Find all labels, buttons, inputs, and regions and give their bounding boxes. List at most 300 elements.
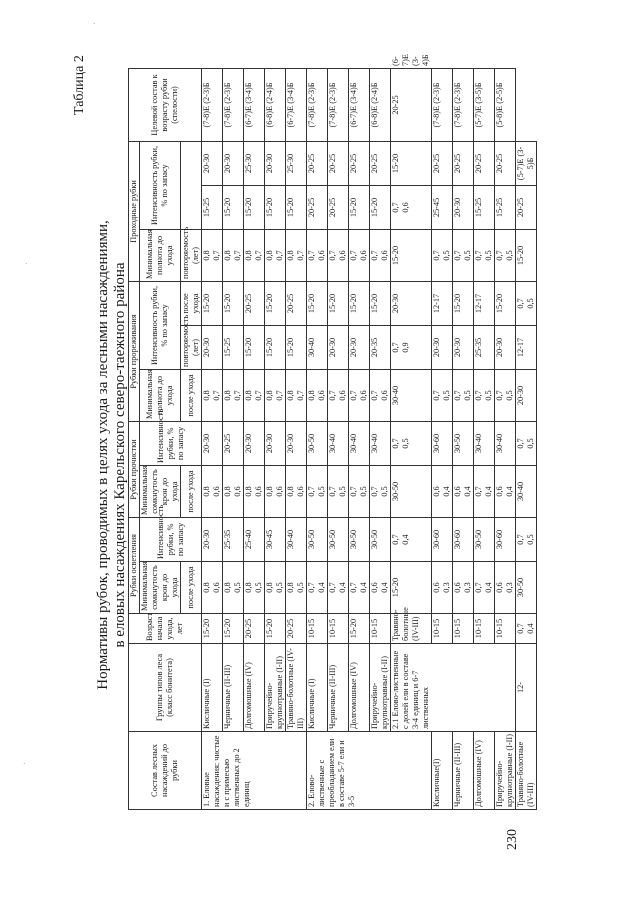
prorezh-density-cell: [453, 369, 474, 421]
osv-density-cell: [495, 562, 516, 614]
prokhod-density-cell: [307, 229, 328, 281]
age-cell: 15-20: [391, 562, 432, 614]
osv-density-cell: [432, 562, 453, 614]
prokhod-density-cell-value-1: 0,8: [202, 250, 211, 261]
prokhod-repeat-cell: 20-25: [474, 141, 495, 185]
proch-density-cell-value-2: 0,6: [275, 486, 284, 497]
osv-density-cell: [328, 562, 349, 614]
prokhod-density-cell-value-1: 0,7: [432, 250, 441, 261]
prorezh-density-cell-value-2: 0,7: [296, 390, 305, 401]
group-cell: Черничные (II-III): [223, 644, 244, 732]
osv-density-cell-value-1: 0,7: [349, 582, 358, 593]
header-age: Возраст начала ухода, лет: [129, 614, 202, 644]
osv-density-cell-value-2: 0,4: [317, 582, 326, 593]
target-cell: (7-8)Е (2-3)Б: [453, 68, 474, 141]
proch-intensity-cell: 20-30: [244, 421, 265, 465]
prorezh-density-cell-value-2: 0,5: [526, 438, 535, 449]
prokhod-intensity-cell: 20-25: [307, 185, 328, 229]
prorezh-density-cell-value-2: 0,6: [338, 390, 347, 401]
prokhod-density-cell: [286, 229, 307, 281]
osv-density-cell: [370, 562, 391, 614]
prokhod-intensity-cell: 15-20: [349, 185, 370, 229]
prokhod-intensity-cell: 20-30: [453, 185, 474, 229]
prorezh-repeat-cell: 15-20: [328, 281, 349, 325]
prokhod-intensity-cell: 15-20: [223, 185, 244, 229]
age-cell: 15-20: [349, 614, 370, 644]
table-row: [286, 68, 307, 809]
prorezh-density-cell-value-2: 0,6: [317, 390, 326, 401]
prokhod-density-cell-value-2: 0,7: [212, 250, 221, 261]
proch-density-cell-value-1: 0,6: [432, 486, 441, 497]
group-cell: Долгомошные (IV): [474, 732, 495, 810]
osv-density-cell-value-1: 0,7: [307, 582, 316, 593]
prokhod-density-cell: [474, 229, 495, 281]
prorezh-intensity-cell: 20-30: [328, 325, 349, 369]
osv-density-cell-value-1: 0,8: [265, 582, 274, 593]
prokhod-density-cell-value-2: 0,5: [484, 250, 493, 261]
prorezh-density-cell-value-1: 0,7: [391, 342, 400, 353]
target-cell: (5-8)Е (2-5)Б: [495, 68, 516, 141]
prokhod-density-cell: [202, 229, 223, 281]
prorezh-density-cell: [349, 369, 370, 421]
proch-density-cell-value-2: 0,5: [526, 534, 535, 545]
osv-intensity-cell: 30-60: [495, 517, 516, 561]
age-cell: 15-20: [202, 614, 223, 644]
target-cell: (6-8)Е (2-4)Б: [370, 68, 391, 141]
prokhod-density-cell: [244, 229, 265, 281]
osv-density-cell-value-1: 0,6: [370, 582, 379, 593]
prorezh-density-cell-value-2: 0,7: [212, 390, 221, 401]
scan-speck: ·: [20, 761, 31, 765]
osv-density-cell-value-2: 0,4: [526, 623, 535, 634]
table-row: [202, 68, 223, 809]
prorezh-density-cell-value-1: 0,7: [474, 390, 483, 401]
prokhod-density-cell: [328, 229, 349, 281]
prokhod-repeat-cell: 20-25: [391, 68, 432, 141]
proch-density-cell-value-1: 0,7: [328, 486, 337, 497]
proch-density-cell-value-1: 0,7: [349, 486, 358, 497]
header-prokhodnye: Проходные рубки: [129, 141, 140, 281]
prorezh-density-cell-value-2: 0,6: [359, 390, 368, 401]
prorezh-repeat-cell: 15-20: [495, 281, 516, 325]
proch-density-cell-value-2: 0,4: [463, 486, 472, 497]
prokhod-density-cell-value-1: 0,7: [516, 298, 525, 309]
osv-density-cell: [265, 562, 286, 614]
group-cell: Травяно-болотные (IV-III): [516, 732, 537, 810]
table-label: Таблица 2: [72, 55, 87, 115]
proch-density-cell: [453, 465, 474, 517]
prokhod-density-cell-value-1: 0,8: [223, 250, 232, 261]
group-cell: Травяно-болотные (IV-III): [391, 614, 432, 644]
osv-density-cell: [286, 562, 307, 614]
header-after-2: после ухода: [181, 465, 202, 517]
proch-density-cell-value-2: 0,4: [505, 486, 514, 497]
osv-density-cell-value-1: 0,7: [516, 623, 525, 634]
proch-density-cell-value-1: 0,7: [391, 438, 400, 449]
proch-density-cell: [495, 465, 516, 517]
osv-density-cell: [391, 517, 432, 561]
osv-intensity-cell: 25-35: [223, 517, 244, 561]
prokhod-density-cell: [516, 281, 537, 325]
prorezh-intensity-cell: 15-20: [244, 325, 265, 369]
prokhod-intensity-cell: 20-25: [328, 185, 349, 229]
prorezh-repeat-cell: 15-20: [265, 281, 286, 325]
proch-density-cell-value-1: 0,7: [370, 486, 379, 497]
table-row: [244, 68, 265, 809]
proch-density-cell-value-2: 0,6: [212, 486, 221, 497]
osv-density-cell-value-2: 0,3: [505, 582, 514, 593]
osv-intensity-cell: 30-50: [474, 517, 495, 561]
osv-density-cell-value-2: 0,4: [380, 582, 389, 593]
header-prochistka: Рубки прочистки: [129, 421, 140, 517]
proch-intensity-cell: 20-30: [265, 421, 286, 465]
prorezh-intensity-cell: 20-30: [516, 369, 537, 421]
prokhod-repeat-cell: 25-30: [286, 141, 307, 185]
prokhod-density-cell-value-2: 0,7: [296, 250, 305, 261]
osv-density-cell-value-1: 0,8: [244, 582, 253, 593]
osv-density-cell-value-1: 0,7: [474, 582, 483, 593]
prokhod-intensity-cell: 15-25: [474, 185, 495, 229]
prorezh-density-cell-value-2: 0,7: [275, 390, 284, 401]
prorezh-density-cell-value-2: 0,6: [380, 390, 389, 401]
composition-cell: 1. Еловые насаждения: чистые и с примесью лиственных до 2 единиц: [202, 732, 307, 810]
prokhod-density-cell-value-1: 0,7: [453, 250, 462, 261]
osv-intensity-cell: 30-50: [516, 562, 537, 614]
prokhod-repeat-cell: 20-30: [265, 141, 286, 185]
prorezh-density-cell: [474, 369, 495, 421]
table-body: [202, 54, 537, 809]
prorezh-intensity-cell: 30-40: [307, 325, 328, 369]
prokhod-density-cell-value-1: 0,7: [495, 250, 504, 261]
prorezh-density-cell-value-1: 0,8: [307, 390, 316, 401]
prokhod-density-cell-value-2: 0,5: [463, 250, 472, 261]
prokhod-intensity-cell: 15-20: [244, 185, 265, 229]
prorezh-density-cell-value-1: 0,8: [265, 390, 274, 401]
proch-intensity-cell: 20-25: [223, 421, 244, 465]
header-min-somk-osv: Минимальная сомкнутость крон до ухода: [140, 562, 181, 614]
table-row: [307, 68, 328, 809]
proch-intensity-cell: 30-40: [391, 369, 432, 421]
prokhod-density-cell: [453, 229, 474, 281]
header-intens-proch: Интенсивность рубки, % по запасу: [140, 421, 202, 465]
proch-density-cell-value-1: 0,8: [286, 486, 295, 497]
age-cell: 10-15: [474, 614, 495, 644]
prorezh-density-cell-value-1: 0,7: [516, 438, 525, 449]
prorezh-repeat-cell: 15-20: [223, 281, 244, 325]
title-line-1: Нормативы рубок, проводимых в целях ухода за лесными насаждениями,: [95, 220, 111, 690]
group-cell: Кисличные (I): [307, 644, 328, 732]
table-row: 2.1 Елово-лиственные с долей ели в составе 3-4 единиц и 6-7 лиственных Травяно-болотные (IV-III) 15-20 0,7 0,4 30-50 0,7 0,5 30-40 0,7 0,9 20-30 15-20 0,7 0,6 15-20 20-25 (6-7)Е (3-4)Б: [391, 68, 432, 809]
proch-intensity-cell: 30-40: [349, 421, 370, 465]
prorezh-density-cell-value-2: 0,5: [463, 390, 472, 401]
osv-intensity-cell: 20-30: [202, 517, 223, 561]
group-cell: Долгомошные (IV): [244, 644, 265, 732]
proch-density-cell-value-2: 0,5: [338, 486, 347, 497]
prorezh-intensity-cell: 15-20: [286, 325, 307, 369]
age-cell: 12-: [516, 644, 537, 732]
prokhod-density-cell: [265, 229, 286, 281]
prorezh-density-cell-value-2: 0,9: [401, 342, 410, 353]
proch-density-cell-value-2: 0,4: [484, 486, 493, 497]
header-prorezhivanie: Рубки прореживания: [129, 281, 140, 421]
group-cell: Долгомошные (IV): [349, 644, 370, 732]
prokhod-repeat-cell: 20-25: [516, 185, 537, 229]
prokhod-density-cell: [432, 229, 453, 281]
prorezh-density-cell: [370, 369, 391, 421]
prokhod-density-cell-value-1: 0,8: [265, 250, 274, 261]
header-after-4: после ухода: [181, 281, 202, 325]
header-intens-osv: Интенсивность рубки, % по запасу: [140, 517, 202, 561]
age-cell: 10-15: [432, 614, 453, 644]
prorezh-density-cell-value-1: 0,8: [223, 390, 232, 401]
prokhod-density-cell: [370, 229, 391, 281]
proch-density-cell: [307, 465, 328, 517]
prokhod-repeat-cell: 20-30: [223, 141, 244, 185]
age-cell: 15-20: [265, 614, 286, 644]
proch-density-cell-value-1: 0,8: [202, 486, 211, 497]
prokhod-intensity-cell: 15-20: [370, 185, 391, 229]
table-row: [516, 68, 537, 809]
prokhod-density-cell: [495, 229, 516, 281]
proch-density-cell: [328, 465, 349, 517]
proch-density-cell-value-2: 0,6: [296, 486, 305, 497]
prorezh-density-cell-value-1: 0,8: [202, 390, 211, 401]
prokhod-density-cell-value-2: 0,5: [505, 250, 514, 261]
proch-density-cell: [244, 465, 265, 517]
target-cell: (6-8)Е (2-4)Б: [265, 68, 286, 141]
age-cell: 10-15: [370, 614, 391, 644]
target-cell: (5-7)Е (3-5)Б: [474, 68, 495, 141]
prorezh-intensity-cell: 15-20: [265, 325, 286, 369]
table-row: [223, 68, 244, 809]
osv-density-cell-value-1: 0,7: [328, 582, 337, 593]
group-cell: Травяно-болотные (IV-III): [286, 644, 307, 732]
osv-density-cell-value-2: 0,3: [463, 582, 472, 593]
prorezh-density-cell-value-2: 0,5: [484, 390, 493, 401]
group-cell: Кисличные (I): [202, 644, 223, 732]
proch-intensity-cell: 30-40: [328, 421, 349, 465]
prorezh-density-cell: [202, 369, 223, 421]
proch-intensity-cell: 30-50: [307, 421, 328, 465]
scan-speck: ·: [22, 261, 33, 265]
table-row: [370, 68, 391, 809]
prokhod-intensity-cell: 15-20: [391, 141, 432, 185]
header-after-3: после ухода: [181, 369, 202, 421]
prorezh-density-cell-value-2: 0,5: [442, 390, 451, 401]
proch-density-cell: [391, 421, 432, 465]
group-cell: Кисличные(I): [432, 732, 453, 810]
prokhod-density-cell: [349, 229, 370, 281]
prokhod-density-cell-value-1: 0,7: [349, 250, 358, 261]
prorezh-density-cell-value-1: 0,7: [453, 390, 462, 401]
prorezh-density-cell: [495, 369, 516, 421]
prokhod-density-cell: [223, 229, 244, 281]
header-intens-prokhod: Интенсивность рубки, % по запасу: [140, 141, 181, 229]
proch-density-cell: [516, 517, 537, 561]
target-cell: (6-7)Е (3-4)Б: [286, 68, 307, 141]
prokhod-repeat-cell: 20-25: [495, 141, 516, 185]
prorezh-intensity-cell: 20-30: [495, 325, 516, 369]
proch-density-cell-value-2: 0,6: [254, 486, 263, 497]
osv-density-cell-value-1: 0,8: [286, 582, 295, 593]
prorezh-density-cell-value-1: 0,8: [244, 390, 253, 401]
target-cell: (7-8)Е (2-3)Б: [223, 68, 244, 141]
prorezh-intensity-cell: 20-30: [202, 325, 223, 369]
proch-density-cell-value-1: 0,7: [474, 486, 483, 497]
age-cell: 10-15: [307, 614, 328, 644]
proch-intensity-cell: 30-60: [432, 421, 453, 465]
prokhod-repeat-cell: 20-25: [432, 141, 453, 185]
proch-intensity-cell: 30-40: [370, 421, 391, 465]
proch-density-cell: [432, 465, 453, 517]
group-cell: Приручейно-крупнотравные (I-II): [370, 644, 391, 732]
proch-density-cell-value-1: 0,7: [516, 534, 525, 545]
prorezh-intensity-cell: 20-30: [453, 325, 474, 369]
osv-density-cell-value-1: 0,7: [391, 534, 400, 545]
osv-density-cell-value-1: 0,6: [432, 582, 441, 593]
proch-intensity-cell: 20-30: [202, 421, 223, 465]
proch-density-cell-value-2: 0,4: [442, 486, 451, 497]
osv-density-cell-value-2: 0,4: [359, 582, 368, 593]
prokhod-density-cell-value-1: 0,8: [286, 250, 295, 261]
osv-intensity-cell: 30-50: [328, 517, 349, 561]
prokhod-density-cell-value-1: 0,7: [328, 250, 337, 261]
prorezh-density-cell: [307, 369, 328, 421]
prokhod-intensity-cell: 15-20: [516, 229, 537, 281]
header-osvetlenie: Рубки осветления: [129, 517, 140, 613]
header-target: Целевой состав к возрасту рубки (спелости): [129, 68, 202, 141]
prorezh-density-cell-value-1: 0,8: [286, 390, 295, 401]
prokhod-intensity-cell: 15-20: [265, 185, 286, 229]
age-cell: 20-25: [286, 614, 307, 644]
prorezh-repeat-cell: 15-20: [453, 281, 474, 325]
prorezh-density-cell: [516, 421, 537, 465]
proch-intensity-cell: 30-50: [453, 421, 474, 465]
prokhod-density-cell-value-2: 0,6: [401, 202, 410, 213]
prokhod-intensity-cell: 15-25: [202, 185, 223, 229]
osv-density-cell-value-2: 0,4: [484, 582, 493, 593]
prorezh-density-cell-value-2: 0,7: [233, 390, 242, 401]
osv-intensity-cell: 30-60: [453, 517, 474, 561]
prokhod-density-cell-value-2: 0,7: [254, 250, 263, 261]
proch-density-cell-value-2: 0,5: [401, 438, 410, 449]
prokhod-density-cell-value-2: 0,5: [442, 250, 451, 261]
proch-density-cell: [286, 465, 307, 517]
target-cell: (5-7)Е (3-5)Б: [516, 141, 537, 185]
prokhod-density-cell-value-2: 0,6: [380, 250, 389, 261]
target-cell: (7-8)Е (2-3)Б: [202, 68, 223, 141]
osv-intensity-cell: 30-50: [391, 465, 432, 517]
proch-intensity-cell: 30-40: [474, 421, 495, 465]
osv-density-cell: [202, 562, 223, 614]
age-cell: 10-15: [328, 614, 349, 644]
prokhod-repeat-cell: 20-25: [307, 141, 328, 185]
prokhod-density-cell-value-1: 0,8: [244, 250, 253, 261]
age-cell: 20-25: [244, 614, 265, 644]
osv-density-cell-value-1: 0,8: [202, 582, 211, 593]
table-row: [328, 68, 349, 809]
osv-density-cell: [516, 614, 537, 644]
age-cell: 10-15: [453, 614, 474, 644]
proch-density-cell-value-1: 0,8: [265, 486, 274, 497]
osv-density-cell: [349, 562, 370, 614]
prorezh-intensity-cell: 20-30: [391, 281, 432, 325]
header-composition: Состав лесных насаждений до рубки: [129, 732, 202, 810]
table-title: [95, 105, 129, 805]
norms-table: [128, 54, 537, 810]
osv-density-cell-value-2: 0,5: [233, 582, 242, 593]
osv-density-cell-value-2: 0,5: [296, 582, 305, 593]
proch-density-cell-value-2: 0,6: [233, 486, 242, 497]
prorezh-repeat-cell: 20-25: [244, 281, 265, 325]
osv-density-cell: [223, 562, 244, 614]
proch-density-cell-value-1: 0,7: [307, 486, 316, 497]
proch-intensity-cell: 20-30: [286, 421, 307, 465]
osv-intensity-cell: 30-50: [307, 517, 328, 561]
proch-density-cell-value-1: 0,8: [223, 486, 232, 497]
osv-intensity-cell: 30-50: [370, 517, 391, 561]
prokhod-intensity-cell: 15-25: [495, 185, 516, 229]
osv-density-cell-value-2: 0,4: [401, 534, 410, 545]
osv-density-cell-value-2: 0,3: [442, 582, 451, 593]
prorezh-repeat-cell: 15-20: [307, 281, 328, 325]
prorezh-density-cell: [432, 369, 453, 421]
composition-cell: 2.1 Елово-лиственные с долей ели в составе 3-4 единиц и 6-7 лиственных: [391, 644, 516, 732]
prokhod-density-cell-value-2: 0,7: [233, 250, 242, 261]
proch-density-cell: [370, 465, 391, 517]
group-cell: Приручейно-крупнотравные (I-II): [495, 732, 516, 810]
osv-intensity-cell: 25-40: [244, 517, 265, 561]
prorezh-density-cell: [244, 369, 265, 421]
osv-density-cell-value-1: 0,6: [495, 582, 504, 593]
prorezh-repeat-cell: 15-20: [349, 281, 370, 325]
prorezh-repeat-cell: 12-17: [474, 281, 495, 325]
prokhod-intensity-cell: 15-20: [286, 185, 307, 229]
proch-density-cell: [474, 465, 495, 517]
prokhod-density-cell-value-1: 0,7: [474, 250, 483, 261]
target-cell: (6-7)Е (3-4)Б: [244, 68, 265, 141]
prokhod-repeat-cell: 20-25: [370, 141, 391, 185]
osv-intensity-cell: 30-45: [265, 517, 286, 561]
header-min-poln-prokhod: Минимальная полнота до ухода: [140, 229, 181, 281]
prorezh-intensity-cell: 20-35: [370, 325, 391, 369]
osv-density-cell: [474, 562, 495, 614]
prorezh-repeat-cell: 12-17: [516, 325, 537, 369]
prokhod-density-cell-value-1: 0,7: [391, 202, 400, 213]
proch-density-cell-value-2: 0,5: [380, 486, 389, 497]
osv-density-cell-value-1: 0,8: [223, 582, 232, 593]
age-cell: 10-15: [495, 614, 516, 644]
prokhod-repeat-cell: 25-30: [244, 141, 265, 185]
prorezh-intensity-cell: 20-30: [432, 325, 453, 369]
proch-density-cell-value-1: 0,6: [495, 486, 504, 497]
prorezh-density-cell-value-1: 0,7: [495, 390, 504, 401]
proch-density-cell-value-1: 0,6: [453, 486, 462, 497]
prokhod-repeat-cell: 20-25: [349, 141, 370, 185]
composition-cell: 2. Елово-лиственные с преобладанием ели в составе 5-7 ели и 3-5: [307, 732, 432, 810]
group-cell: Черничные (II-III): [453, 732, 474, 810]
scan-speck: ·: [90, 21, 101, 25]
target-cell: (7-8)Е (2-3)Б: [432, 68, 453, 141]
header-repeat-2: повторяемость (лет): [181, 229, 202, 281]
proch-density-cell: [265, 465, 286, 517]
prokhod-density-cell-value-2: 0,5: [526, 298, 535, 309]
prorezh-intensity-cell: 15-25: [223, 325, 244, 369]
table-row: [349, 68, 370, 809]
prokhod-density-cell: [391, 185, 432, 229]
prorezh-density-cell-value-2: 0,7: [254, 390, 263, 401]
prorezh-density-cell-value-1: 0,7: [328, 390, 337, 401]
